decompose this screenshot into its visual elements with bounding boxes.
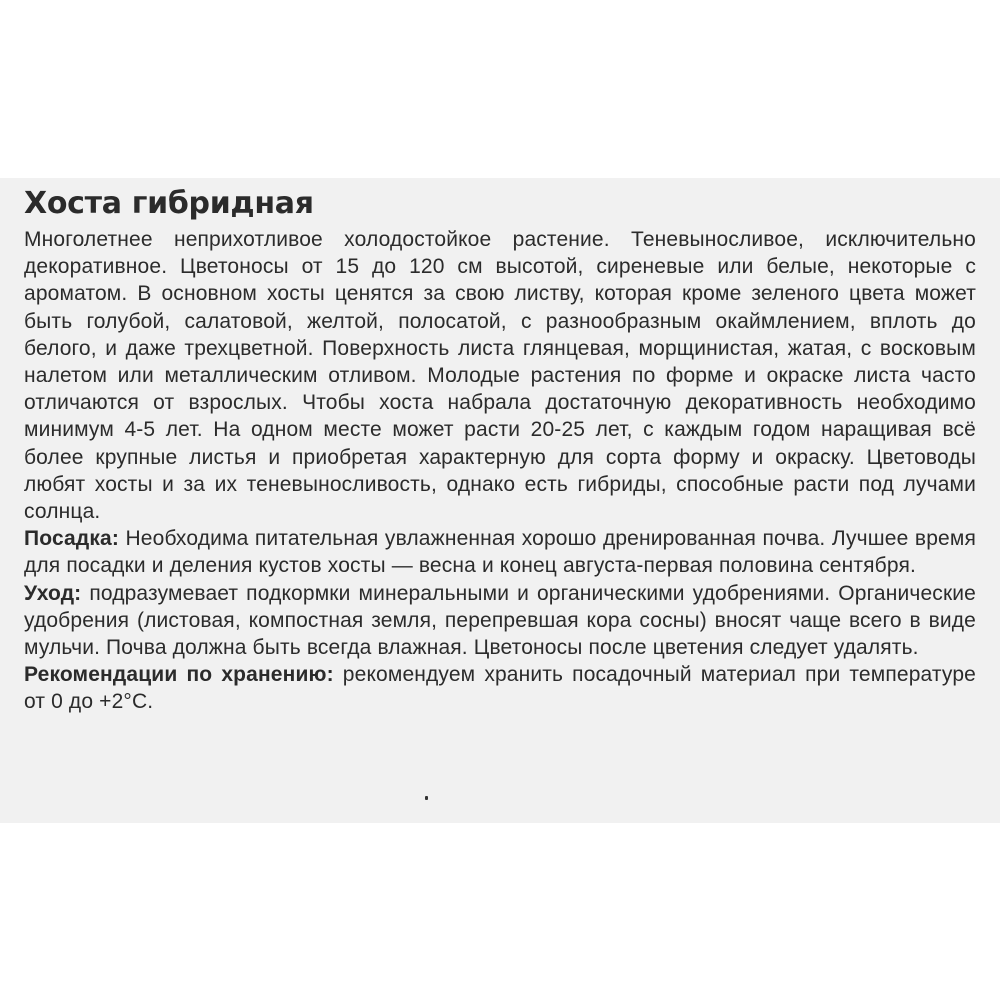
label-text-block xyxy=(24,182,976,716)
storage-text: рекомендуем хранить посадочный материал при температуре от 0 до +2°C. xyxy=(24,663,976,714)
planting-section xyxy=(24,525,976,579)
care-section xyxy=(24,580,976,662)
planting-text: Необходима питательная увлажненная хорошо дренированная почва. Лучшее время для посадки и деления кустов хосты — весна и конец августа-первая половина сентября. xyxy=(24,527,976,578)
product-title: Хоста гибридная xyxy=(24,186,314,221)
product-label-card xyxy=(0,178,1000,823)
care-label: Уход: xyxy=(24,581,82,605)
product-description: Многолетнее неприхотливое холодостойкое растение. Теневыносливое, исключительно декоративное. Цветоносы от 15 до 120 см высотой, сиреневые или белые, некоторые с ароматом. В основном хосты ценятся за свою листву, которая кроме зеленого цвета может быть голубой, салатовой, желтой, полосатой, с разнообразным окаймлением, вплоть до белого, и даже трехцветной. Поверхность листа глянцевая, морщинистая, жатая, с восковым налетом или металлическим отливом. Молодые растения по форме и окраске листа часто отличаются от взрослых. Чтобы хоста набрала достаточную декоративность необходимо минимум 4-5 лет. На одном месте может расти 20-25 лет, с каждым годом наращивая всё более крупные листья и приобретая характерную для сорта форму и окраску. Цветоводы любят хосты и за их теневыносливость, однако есть гибриды, способные расти под лучами солнца. xyxy=(24,228,976,524)
storage-section xyxy=(24,661,976,715)
print-speck xyxy=(425,796,428,800)
storage-label: Рекомендации по хранению: xyxy=(24,663,334,687)
care-text: подразумевает подкормки минеральными и органическими удобрениями. Органические удобрения (листовая, компостная земля, перепревшая кора сосны) вносят чаще всего в виде мульчи. Почва должна быть всегда влажная. Цветоносы после цветения следует удалять. xyxy=(24,581,976,660)
planting-label: Посадка: xyxy=(24,527,119,551)
